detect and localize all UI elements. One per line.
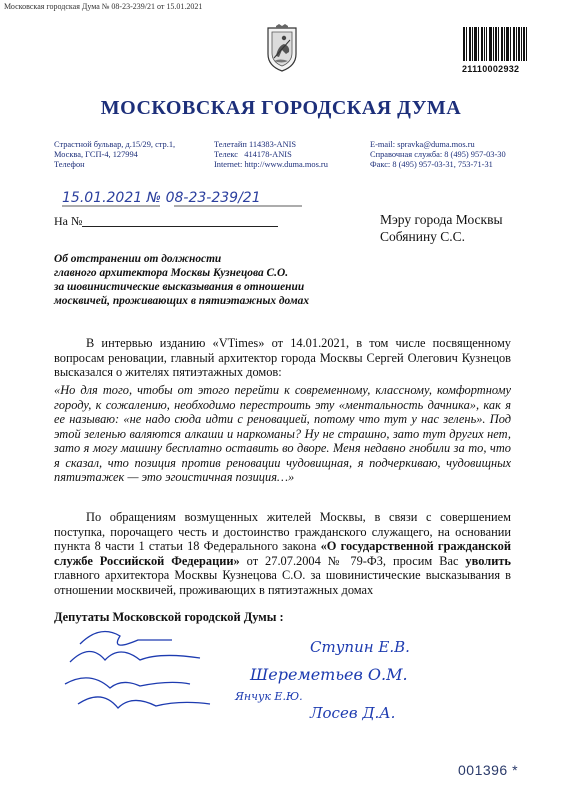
signature-name: Ступин Е.В. — [310, 638, 410, 656]
barcode-icon — [463, 27, 527, 61]
signature-name: Янчук Е.Ю. — [235, 690, 303, 703]
barcode-number: 21110002932 — [462, 64, 520, 74]
email-line: E-mail: spravka@duma.mos.ru — [370, 140, 475, 149]
address-line: Телефон — [54, 160, 85, 169]
signatures-area — [60, 622, 500, 742]
subject-line: москвичей, проживающих в пятиэтажных домах — [54, 295, 310, 307]
date-number-text: 15.01.2021 № 08-23-239/21 — [62, 190, 261, 206]
address-line: Страстной бульвар, д.15/29, стр.1, — [54, 140, 176, 149]
signature-stroke — [65, 678, 190, 688]
registration-header-line: Московская городская Дума № 08-23-239/21 от 15.01.2021 — [4, 2, 203, 11]
request-text: По обращениям возмущенных жителей Москвы, в связи с совершением поступка, порочащего честь и достоинство гражданского служащего, на основании пункта 8 части 1 статьи 18 Федерального закона — [54, 510, 511, 553]
address-line: Москва, ГСП-4, 127994 — [54, 150, 138, 159]
subject-line: Об отстранении от должности — [54, 253, 222, 265]
reference-label: На № — [54, 214, 83, 228]
address-block — [54, 140, 175, 170]
subject-line: главного архитектора Москвы Кузнецова С.О. — [54, 267, 289, 279]
telecom-line: Телетайп 114383-ANIS — [214, 140, 297, 149]
law-title: «О государственной гражданской службе Российской Федерации» — [54, 539, 511, 568]
handwritten-date-number — [62, 187, 352, 209]
request-text: от 27.07.2004 № 79-ФЗ, просим Вас — [239, 553, 466, 568]
signature-stroke — [78, 697, 210, 708]
signature-stroke — [80, 632, 172, 646]
registration-number: 001396 * — [458, 762, 519, 778]
moscow-coat-of-arms-icon — [262, 24, 302, 74]
addressee-line: Мэру города Москвы — [380, 212, 503, 227]
email-line: Факс: 8 (495) 957-03-31, 753-71-31 — [370, 160, 493, 169]
signature-stroke — [70, 651, 200, 662]
signature-name: Шереметьев О.М. — [250, 665, 408, 684]
request-text: главного архитектора Москвы Кузнецова С.О. за шовинистические высказывания в отношении москвичей, проживающих в пятиэтажных домах — [54, 568, 511, 597]
signers-label: Депутаты Московской городской Думы : — [54, 610, 284, 624]
paragraph-interview: В интервью изданию «VTimes» от 14.01.2021, в том числе посвященному вопросам реновации, главный архитектор города Москвы Сергей Олегович Кузнецов высказался о жителях пятиэтажных домов: — [54, 336, 511, 379]
telecom-line: Телекс 414178-ANIS — [214, 150, 292, 159]
request-keyword: уволить — [465, 553, 511, 568]
paragraph-quote: «Но для того, чтобы от этого перейти к современному, классному, комфортному городу, к сожалению, необходимо перестроить эту «ментальность дачника», как я ее называю: «не надо сюда идти с реновацией, потому что тут у нас зелень». Под этой зеленью валяются алкаши и наркоманы? Ну не страшно, зато тут других нет, зато я могу машину бесплатно оставить во дворе. Меня недавно гнобили за то, что я сказал, что позиция против реновации чудовищная, я подчеркиваю, чудовищных пятиэтажек — это эгоистичная позиция…» — [54, 383, 511, 484]
addressee-block — [380, 211, 503, 245]
subject-line: за шовинистические высказывания в отношении — [54, 281, 305, 293]
telecom-line: Internet: http://www.duma.mos.ru — [214, 160, 328, 169]
signature-name: Лосев Д.А. — [310, 704, 396, 722]
telecom-block — [214, 140, 328, 170]
reference-line — [82, 226, 278, 227]
paragraph-request — [54, 510, 511, 597]
organization-name: МОСКОВСКАЯ ГОРОДСКАЯ ДУМА — [100, 97, 462, 119]
email-block — [370, 140, 506, 170]
addressee-line: Собянину С.С. — [380, 229, 466, 244]
letter-subject — [54, 252, 344, 308]
email-line: Справочная служба: 8 (495) 957-03-30 — [370, 150, 506, 159]
